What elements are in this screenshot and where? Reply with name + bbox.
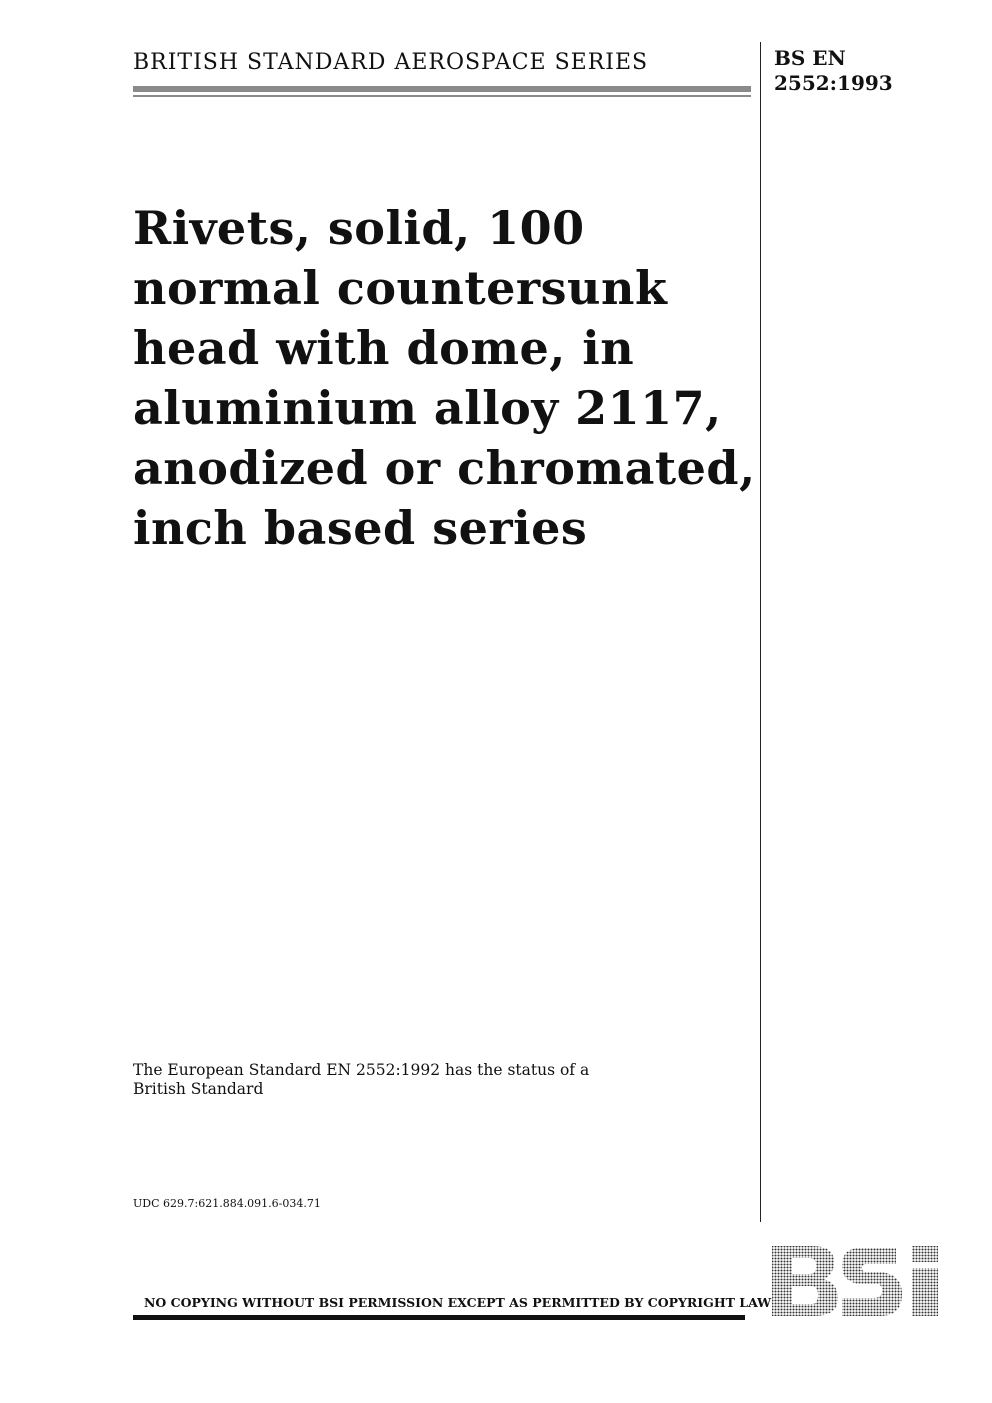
series-heading: BRITISH STANDARD AEROSPACE SERIES [133, 50, 649, 75]
status-statement: The European Standard EN 2552:1992 has the status of a British Standard [133, 1061, 590, 1098]
bsi-logo-icon [768, 1242, 946, 1320]
title-line: head with dome, in [133, 321, 635, 375]
vertical-divider [760, 42, 761, 1222]
document-title [133, 198, 756, 558]
standard-number [774, 46, 893, 96]
footer-rule [133, 1315, 745, 1320]
title-line: anodized or chromated, [133, 441, 756, 495]
title-line: Rivets, solid, 100 [133, 201, 585, 255]
header-rule-thick [133, 86, 751, 92]
standard-number-line2: 2552:1993 [774, 71, 893, 95]
standard-number-line1: BS EN [774, 46, 846, 70]
title-line: aluminium alloy 2117, [133, 381, 722, 435]
title-line: normal countersunk [133, 261, 668, 315]
udc-code: UDC 629.7:621.884.091.6-034.71 [133, 1197, 321, 1210]
copyright-notice: NO COPYING WITHOUT BSI PERMISSION EXCEPT AS PERMITTED BY COPYRIGHT LAW [144, 1295, 772, 1310]
header-rule-thin [133, 95, 751, 97]
title-line: inch based series [133, 501, 588, 555]
